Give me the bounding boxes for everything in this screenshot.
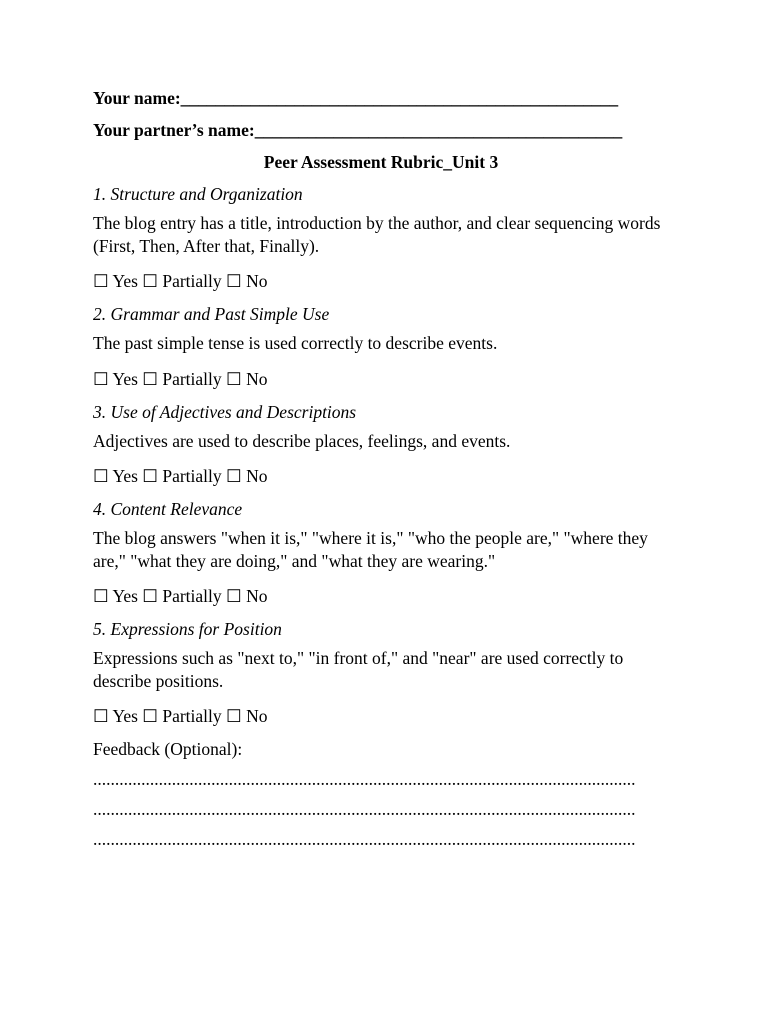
no-checkbox[interactable]: ☐: [226, 466, 242, 486]
partially-label: Partially: [162, 271, 222, 291]
section-criterion: Adjectives are used to describe places, feelings, and events.: [93, 430, 511, 451]
rubric-section-1: [93, 180, 673, 300]
section-criterion: Expressions such as "next to," "in front of," and "near" are used correctly to describe positions.: [93, 648, 624, 691]
rubric-section-3: [93, 398, 673, 496]
no-checkbox[interactable]: ☐: [226, 586, 242, 606]
rubric-section-2: [93, 300, 673, 398]
section-heading: 3. Use of Adjectives and Descriptions: [93, 401, 357, 422]
yes-checkbox[interactable]: ☐: [93, 706, 109, 726]
no-label: No: [246, 586, 268, 606]
partially-checkbox[interactable]: ☐: [142, 271, 158, 291]
yes-label: Yes: [112, 368, 138, 389]
no-checkbox[interactable]: ☐: [226, 706, 242, 726]
no-label: No: [246, 271, 268, 291]
section-heading: 2. Grammar and Past Simple Use: [93, 304, 330, 324]
rubric-page: [93, 84, 673, 855]
partially-label: Partially: [162, 586, 222, 606]
yes-label: Yes: [112, 466, 138, 486]
partner-name-blank-line[interactable]: __________________________________________: [254, 120, 623, 140]
feedback-label: Feedback (Optional):: [93, 739, 243, 759]
section-heading: 5. Expressions for Position: [93, 619, 282, 639]
rating-options: [93, 365, 673, 398]
yes-checkbox[interactable]: ☐: [93, 586, 109, 606]
section-criterion: The past simple tense is used correctly to describe events.: [93, 333, 498, 353]
partially-checkbox[interactable]: ☐: [142, 368, 158, 389]
section-heading: 4. Content Relevance: [93, 499, 243, 519]
no-checkbox[interactable]: ☐: [226, 368, 242, 389]
your-name-field[interactable]: [93, 84, 673, 116]
yes-label: Yes: [112, 271, 138, 291]
section-criterion: The blog answers "when it is," "where it is," "who the people are," "where they are," "what they are doing," and "what they are wearing.": [93, 528, 648, 571]
your-name-blank-line[interactable]: __________________________________________________: [180, 88, 619, 108]
partially-label: Partially: [162, 466, 222, 486]
partially-label: Partially: [162, 368, 222, 389]
feedback-line[interactable]: ............................................................................................................................: [93, 829, 636, 849]
partially-checkbox[interactable]: ☐: [142, 706, 158, 726]
no-checkbox[interactable]: ☐: [226, 271, 242, 291]
yes-checkbox[interactable]: ☐: [93, 368, 109, 389]
rubric-section-4: [93, 495, 673, 615]
yes-label: Yes: [112, 706, 138, 726]
rating-options: [93, 582, 673, 615]
partner-name-field[interactable]: [93, 116, 673, 148]
rubric-section-5: [93, 615, 673, 735]
feedback-line[interactable]: ............................................................................................................................: [93, 799, 636, 819]
page-title: Peer Assessment Rubric_Unit 3: [263, 152, 499, 172]
no-label: No: [246, 706, 268, 726]
yes-checkbox[interactable]: ☐: [93, 271, 109, 291]
yes-label: Yes: [112, 586, 138, 606]
your-name-label: Your name:: [93, 88, 181, 108]
section-criterion: The blog entry has a title, introduction by the author, and clear sequencing words (First, Then, After that, Finally).: [93, 213, 661, 256]
feedback-line[interactable]: ............................................................................................................................: [93, 769, 636, 789]
no-label: No: [246, 368, 268, 389]
no-label: No: [246, 466, 268, 486]
rating-options: [93, 702, 673, 735]
rating-options: [93, 267, 673, 300]
section-heading: 1. Structure and Organization: [93, 184, 303, 204]
partner-name-label: Your partner’s name:: [93, 120, 255, 140]
rating-options: [93, 462, 673, 495]
partially-checkbox[interactable]: ☐: [142, 466, 158, 486]
partially-checkbox[interactable]: ☐: [142, 586, 158, 606]
yes-checkbox[interactable]: ☐: [93, 466, 109, 486]
partially-label: Partially: [162, 706, 222, 726]
